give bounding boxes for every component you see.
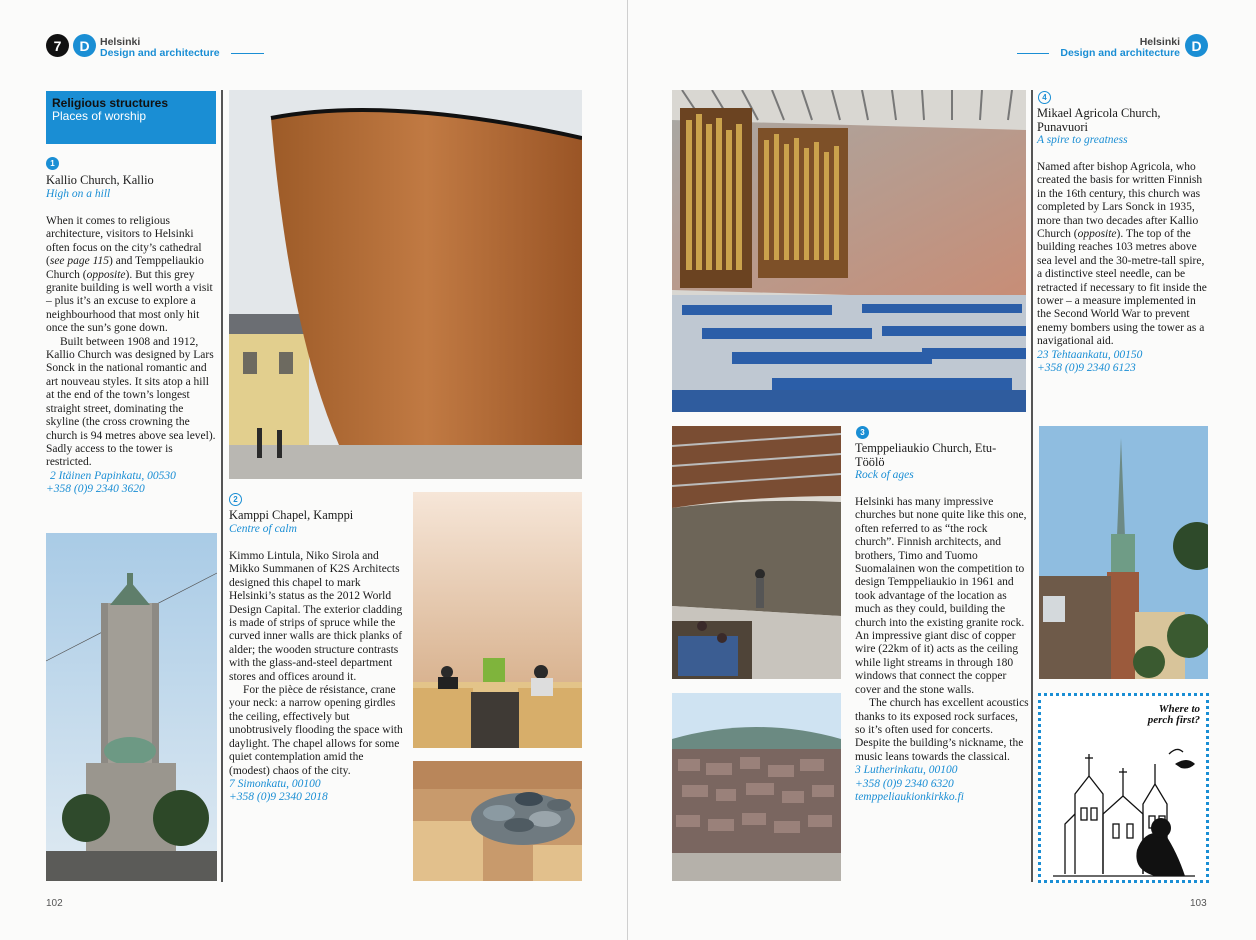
entry-3-phone: +358 (0)9 2340 6320 [855,777,954,790]
entry-3-number: 3 [856,426,869,439]
entry-3-website[interactable]: temppeliaukionkirkko.fi [855,790,964,803]
page-number-right: 103 [1190,898,1207,909]
illustration-caption-line-2: perch first? [1147,714,1200,726]
entry-1-tagline: High on a hill [46,188,111,200]
section-box-title: Religious structures [52,96,169,110]
entry-4-tagline: A spire to greatness [1037,134,1128,146]
entry-2-body [229,550,405,805]
temppeliaukio-rock-wall-photo [672,426,841,679]
section-letter-badge [73,34,96,57]
entry-3-tagline: Rock of ages [855,469,914,481]
chapter-number: 7 [53,37,62,54]
entry-2-title: Kamppi Chapel, Kamppi [229,508,354,522]
entry-2-paragraph-1: Kimmo Lintula, Niko Sirola and Mikko Summanen of K2S Architects designed this chapel to mark Helsinki’s status as the 2012 World Design Capital. The exterior cladding is made of strips of spruce while the curved inner walls are thick planks of alder; the wooden structure contrasts with the glass-and-steel department stores and offices around it. [229,550,403,683]
column-rule-right [1031,90,1033,882]
entry-4-number: 4 [1038,91,1051,104]
kallio-church-photo [46,533,217,881]
column-rule-left [221,90,223,882]
entry-4-paragraph-1: Named after bishop Agricola, who created the basis for written Finnish in the 16th century, this church was completed by Lars Sonck in 1935, more than two decades after Kallio Church (opposite). The top of the building reaches 103 metres above sea level and the 30-metre-tall spire, a distinctive steel needle, can be retracted if necessary to fit inside the tower – a measure implemented in the Second World War to prevent enemy bombers using the tower as a navigational aid. [1037,161,1207,348]
entry-3-paragraph-2: The church has excellent acoustics thanks to its exposed rock surfaces, so it’s often used for concerts. Despite the building’s nickname, the music leans towards the classical. [855,697,1029,763]
entry-3-body [855,496,1029,804]
header-city: Helsinki [100,36,141,48]
header-section-right: Design and architecture [1060,47,1180,59]
kamppi-chapel-interior-photo [413,492,582,748]
entry-4-body [1037,161,1210,376]
kamppi-chapel-exterior-photo [229,90,582,479]
entry-2-tagline: Centre of calm [229,523,297,535]
header-rule [231,53,264,54]
entry-3-address: 3 Lutherinkatu, 00100 [855,764,958,777]
illustration-caption-line-1: Where to [1158,703,1200,715]
right-page [628,0,1256,940]
entry-1-title: Kallio Church, Kallio [46,173,154,187]
section-box [46,91,216,144]
section-box-subtitle: Places of worship [52,109,147,123]
section-letter-badge-right [1185,34,1208,57]
entry-2-number: 2 [229,493,242,506]
page-number-left: 102 [46,898,63,909]
entry-1-paragraph-2: Built between 1908 and 1912, Kallio Church was designed by Lars Sonck in the national romantic and art nouveau styles. It sits atop a hill at the end of the town’s longest straight street, dominating the skyline (the cross crowning the church is 94 metres above sea level). Sadly access to the tower is restricted. [46,335,216,469]
section-letter: D [79,37,90,54]
entry-4-address: 23 Tehtaankatu, 00150 [1037,348,1143,361]
section-letter-right: D [1191,37,1202,54]
chapter-number-badge [46,34,69,57]
entry-1-body [46,215,218,497]
entry-4-phone: +358 (0)9 2340 6123 [1037,362,1136,375]
illustration-caption [1148,704,1200,726]
header-city-right: Helsinki [1139,36,1180,48]
entry-2-phone: +358 (0)9 2340 2018 [229,791,328,804]
illustration-box [1038,693,1209,883]
entry-3-paragraph-1: Helsinki has many impressive churches but none quite like this one, often referred to as “the rock church”. Finnish architects, and brothers, Timo and Tuomo Suomalainen won the competition to design Temppeliaukio in 1961 and took advantage of the location as much as they could, building the church into the existing granite rock. An impressive giant disc of copper wire (22km of it) acts as the ceiling while light streams in through 180 windows that connect the copper cover and the stone walls. [855,496,1027,696]
entry-2-paragraph-2: For the pièce de résistance, crane your neck: a narrow opening girdles the ceiling, effectively but unobtrusively flooding the space with daylight. The chapel allows for some quiet contemplation amid the (modest) chaos of the city. [229,684,403,777]
entry-1-paragraph-1: When it comes to religious architecture, visitors to Helsinki often focus on the city’s cathedral (see page 115) and Temppeliaukio Church (opposite). But this grey granite building is well worth a visit – plus it’s an excuse to explore a neighbourhood that most only hit once the sun’s gone down. [46,215,213,335]
header-section: Design and architecture [100,47,220,59]
entry-1-phone: +358 (0)9 2340 3620 [46,483,145,496]
entry-1-number: 1 [46,157,59,170]
entry-4-title: Mikael Agricola Church, Punavuori [1037,106,1161,134]
temppeliaukio-exterior-photo [672,693,841,881]
entry-1-address: 2 Itäinen Papinkatu, 00530 [50,469,176,482]
header-rule-right [1017,53,1049,54]
kamppi-chapel-cushions-photo [413,761,582,881]
entry-2-address: 7 Simonkatu, 00100 [229,777,321,790]
cathedral-illustration [1045,724,1205,879]
temppeliaukio-interior-photo [672,90,1026,412]
agricola-church-photo [1039,426,1208,679]
entry-3-title: Temppeliaukio Church, Etu-Töölö [855,441,997,469]
